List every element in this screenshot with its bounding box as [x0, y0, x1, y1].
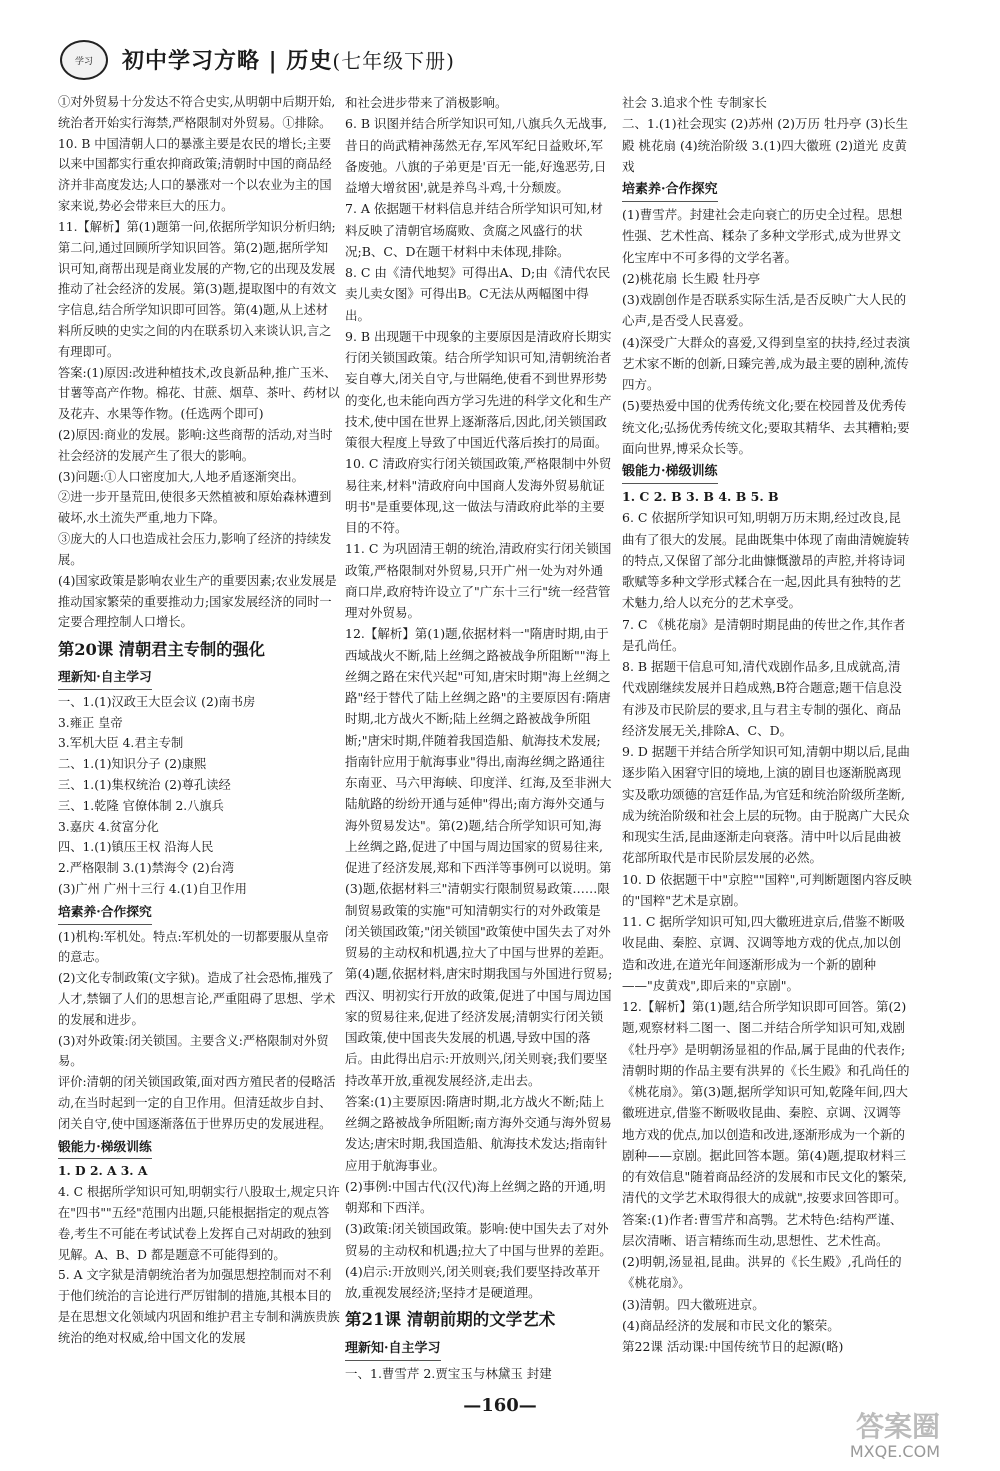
paragraph: 10. D 依据题干中"京腔""国粹",可判断题图内容反映的"国粹"艺术是京剧。 [622, 871, 912, 908]
paragraph: (3)对外政策:闭关锁国。主要含义:严格限制对外贸易。 [58, 1033, 329, 1069]
section-heading: 理新知·自主学习 [58, 667, 152, 690]
paragraph: (3)问题:①人口密度加大,人地矛盾逐渐突出。 [58, 469, 304, 484]
paragraph: 7. C 《桃花扇》是清朝时期昆曲的传世之作,其作者是孔尚任。 [622, 616, 906, 653]
answer-paragraph: 答案:(1)主要原因:隋唐时期,北方战火不断;陆上丝绸之路被战争所阻断;南方海外交通与海外贸易发达;唐宋时期,我国造船、航海技术发达;指南针应用于航海事业。 [345, 1093, 612, 1173]
answer-paragraph: 答案:(1)作者:曹雪芹和高鹗。艺术特色:结构严谨、层次清晰、语言精练而生动,思想性、艺术性高。 [622, 1211, 903, 1248]
paragraph: (2)桃花扇 长生殿 牡丹亭 [622, 270, 761, 286]
answer-line: 3.雍正 皇帝 [58, 715, 123, 730]
paragraph: 12.【解析】第(1)题,依据材料一"隋唐时期,由于西域战火不断,陆上丝绸之路被战争所阻断""海上丝绸之路在宋代兴起"可知,唐宋时期"海上丝绸之路"经于替代了陆上丝绸之路"的主要原因有:隋唐时期,北方战火不断;陆上丝绸之路被战争所阻断;"唐宋时期,伴随着我国造船、航海技术发展;指南针应用于航海事业"得出,南海丝绸之路通往东南亚、马六甲海峡、印度洋、红海,及至非洲大陆航路的纷纷开通与延伸"得出;南方海外交通与海外贸易发达"。第(2)题,结合所学知识可知,海上丝绸之路,促进了中国与周边国家的贸易往来,促进了经济发展,郑和下西洋等事例可以说明。第(3)题,依据材料三"清朝实行限制贸易政策……限制贸易政策的实施"可知清朝实行的对外政策是闭关锁国政策;"闭关锁国"政策使中国失去了对外贸易的主动权和机遇,拉大了中国与世界的差距。第(4)题,依据材料,唐宋时期我国与外国进行贸易;西汉、明初实行开放的政策,促进了中国与周边国家的贸易往来,促进了经济发展;清朝实行闭关锁国政策,使中国丧失发展的机遇,导致中国的落后。由此得出启示:开放则兴,闭关则衰;我们要坚持改革开放,重视发展经济,走出去。 [345, 626, 613, 1088]
paragraph: (1)曹雪芹。封建社会走向衰亡的历史全过程。思想性强、艺术性高、糅杂了多种文学形式,成为世界文化宝库中不可多得的文学名著。 [622, 207, 903, 265]
paragraph: 和社会进步带来了消极影响。 [345, 95, 508, 110]
paragraph: 11.【解析】第(1)题第一问,依据所学知识分析归纳;第二问,通过回顾所学知识回答。第(2)题,据所学知识可知,商帮出现是商业发展的产物,它的出现及发展推动了社会经济的发展。第(3)题,提取图中的有效文字信息,结合所学知识即可回答。第(4)题,从上述材料所反映的史实之间的内在联系切入来谈认识,言之有理即可。 [58, 219, 337, 359]
lesson-note: 第22课 活动课:中国传统节日的起源(略) [622, 1339, 844, 1355]
answer-line: 二、1.(1)知识分子 (2)康熙 [58, 757, 207, 772]
paragraph: 5. A 文字狱是清朝统治者为加强思想控制而对不利于他们统治的言论进行严厉钳制的措施,其根本目的是在思想文化领域内巩固和维护君主专制和满族贵族统治的绝对权威,给中国文化的发展 [58, 1268, 340, 1345]
section-heading: 锻能力·梯级训练 [58, 1137, 152, 1160]
section-heading: 培素养·合作探究 [622, 179, 718, 202]
lesson-title: 第20课 清朝君主专制的强化 [58, 640, 266, 660]
answer-line: 三、1.乾隆 官僚体制 2.八旗兵 [58, 798, 224, 813]
answer-line: 3.嘉庆 4.贫富分化 [58, 819, 159, 834]
answer-line: 2.严格限制 3.(1)禁海令 (2)台湾 [58, 861, 235, 876]
paragraph: (2)原因:商业的发展。影响:这些商帮的活动,对当时社会经济的发展产生了很大的影响。 [58, 428, 333, 463]
answer-paragraph: 答案:(1)原因:改进种植技术,改良新品种,推广玉米、甘薯等高产作物。棉花、甘蔗、烟草、茶叶、药材以及花卉、水果等作物。(任选两个即可) [58, 365, 340, 422]
answer-line: 三、1.(1)集权统治 (2)尊孔读经 [58, 778, 231, 793]
paragraph: 4. C 根据所学知识可知,明朝实行八股取士,规定只许在"四书""五经"范围内出题,只能根据指定的观点答卷,考生不可能在考试试卷上发挥自己对胡政的独到见解。A、B、D 都是题意不可能得到的。 [58, 1185, 340, 1262]
answer-line: 四、1.(1)镇压王权 沿海人民 [58, 840, 214, 855]
answer-line: 1. D 2. A 3. A [58, 1163, 148, 1179]
page-number: —160— [463, 1395, 537, 1416]
paragraph: (2)事例:中国古代(汉代)海上丝绸之路的开通,明朝郑和下西洋。 [345, 1178, 606, 1215]
paragraph: (2)明朝,汤显祖,昆曲。洪昇的《长生殿》,孔尚任的《桃花扇》。 [622, 1254, 902, 1291]
paragraph: 评价:清朝的闭关锁国政策,面对西方殖民者的侵略活动,在当时起到一定的自卫作用。但清廷故步自封、闭关自守,使中国逐渐落伍于世界历史的发展进程。 [58, 1075, 336, 1131]
section-heading: 锻能力·梯级训练 [622, 461, 718, 484]
paragraph: 8. C 由《清代地契》可得出A、D;由《清代农民卖儿卖女图》可得出B。C无法从两幅图中得出。 [345, 265, 611, 323]
paragraph: ③庞大的人口也造成社会压力,影响了经济的持续发展。 [58, 532, 332, 567]
paragraph: 6. B 识图并结合所学知识可知,八旗兵久无战事,昔日的尚武精神荡然无存,军风军纪日益败坏,军备废弛。八旗的子弟更是'百无一能,好逸恶劳,日益增大增贫困',就是养鸟斗鸡,十分颓废。 [345, 116, 608, 195]
paragraph: 10. B 中国清朝人口的暴涨主要是农民的增长;主要以来中国都实行重农抑商政策;清朝时中国的商品经济并非高度发达;人口的暴涨对一个以农业为主的国家来说,势必会带来巨大的压力。 [58, 136, 332, 214]
answer-line: 1. C 2. B 3. B 4. B 5. B [622, 489, 779, 505]
column-right [622, 92, 912, 1357]
paragraph: 10. C 清政府实行闭关锁国政策,严格限制中外贸易往来,材料"清政府向中国商人发海外贸易航证明书"是重要体现,这一做法与清政府此举的主要目的不符。 [345, 456, 612, 535]
paragraph: (3)清朝。四大徽班进京。 [622, 1296, 765, 1312]
paragraph: (4)商品经济的发展和市民文化的繁荣。 [622, 1317, 840, 1333]
header-subject: 历史 [286, 48, 333, 74]
watermark-logo: 答案圈 [855, 1410, 940, 1443]
watermark-url: MXQE.COM [849, 1442, 940, 1461]
paragraph: (4)启示:开放则兴,闭关则衰;我们要坚持改革开放,重视发展经济;坚持才是硬道理。 [345, 1263, 601, 1300]
lesson-title: 第21课 清朝前期的文学艺术 [345, 1310, 556, 1330]
paragraph: 11. C 为巩固清王朝的统治,清政府实行闭关锁国政策,严格限制对外贸易,只开广州一处为对外通商口岸,政府特许设立了"广东十三行"统一经营管理对外贸易。 [345, 541, 612, 620]
page-header [60, 40, 940, 80]
paragraph: 12.【解析】第(1)题,结合所学知识即可回答。第(2)题,观察材料二图一、图二并结合所学知识可知,戏剧《牡丹亭》是明朝汤显祖的作品,属于昆曲的代表作;清朝时期的作品主要有洪昇的《长生殿》和孔尚任的《桃花扇》。第(3)题,据所学知识可知,乾隆年间,四大徽班进京,借鉴不断吸收昆曲、秦腔、京调、汉调等地方戏的优点,加以创造和改进,逐渐形成为一个新的剧种——京剧。据此回答本题。第(4)题,提取材料三的有效信息"随着商品经济的发展和市民文化的繁荣,清代的文学艺术取得很大的成就",按要求回答即可。 [622, 999, 910, 1206]
answer-line: (3)广州 广州十三行 4.(1)自卫作用 [58, 882, 247, 897]
answer-line: 社会 3.追求个性 专制家长 [622, 95, 767, 110]
paragraph: 7. A 依据题干材料信息并结合所学知识可知,材料反映了清朝官场腐败、贪腐之风盛行的状况;B、C、D在题干材料中未体现,排除。 [345, 201, 603, 259]
paragraph: (4)国家政策是影响农业生产的重要因素;农业发展是推动国家繁荣的重要推动力;国家发展经济的同时一定要合理控制人口增长。 [58, 573, 337, 630]
paragraph: 11. C 据所学知识可知,四大徽班进京后,借鉴不断吸收昆曲、秦腔、京调、汉调等地方戏的优点,加以创造和改进,在道光年间逐渐形成为一个新的剧种——"皮黄戏",即后来的"京剧"。 [622, 914, 905, 993]
answer-line: 3.军机大臣 4.君主专制 [58, 736, 184, 751]
paragraph: (3)戏剧创作是否联系实际生活,是否反映广大人民的心声,是否受人民喜爱。 [622, 292, 907, 329]
paragraph: ①对外贸易十分发达不符合史实,从明朝中后期开始,统治者开始实行海禁,严格限制对外贸易。①排除。 [58, 95, 336, 130]
section-heading: 理新知·自主学习 [345, 1338, 441, 1361]
paragraph: (4)深受广大群众的喜爱,又得到皇室的扶持,经过表演艺术家不断的创新,日臻完善,成为最主要的剧种,流传四方。 [622, 334, 911, 393]
header-grade: (七年级下册) [332, 49, 455, 73]
paragraph: ②进一步开垦荒田,使很多天然植被和原始森林遭到破坏,水土流失严重,地力下降。 [58, 490, 332, 526]
paragraph: 9. B 出现题干中现象的主要原因是清政府长期实行闭关锁国政策。结合所学知识可知,清朝统治者妄自尊大,闭关自守,与世隔绝,使看不到世界形势的变化,也未能向西方学习先进的科学文化和生产技术,使中国在世界上逐渐落后,因此,闭关锁国政策很大程度上导致了中国近代落后挨打的局面。 [345, 328, 612, 450]
book-logo-icon: 学习 [60, 40, 108, 80]
paragraph: (1)机构:军机处。特点:军机处的一切都要服从皇帝的意志。 [58, 929, 329, 965]
paragraph: (3)政策:闭关锁国政策。影响:使中国失去了对外贸易的主动权和机遇;拉大了中国与世界的差距。 [345, 1221, 612, 1258]
section-heading: 培素养·合作探究 [58, 902, 152, 925]
answer-line: 一、1.(1)汉政王大臣会议 (2)南书房 [58, 694, 256, 709]
column-left [58, 92, 340, 1349]
paragraph: (5)要热爱中国的优秀传统文化;要在校园普及优秀传统文化;弘扬优秀传统文化;要取其精华、去其糟粕;要面向世界,博采众长等。 [622, 398, 910, 456]
paragraph: 6. C 依据所学知识可知,明朝万历末期,经过改良,昆曲有了很大的发展。昆曲既集中体现了南曲清婉旋转的特点,又保留了部分北曲慷慨激昂的声腔,并将诗词歌赋等多种文学形式糅合在一起,因此具有独特的艺术魅力,给人以充分的艺术享受。 [622, 510, 910, 611]
paragraph: 8. B 据题干信息可知,清代戏剧作品多,且成就高,清代戏剧继续发展并日趋成熟,B符合题意;题干信息没有涉及市民阶层的要求,且与君主专制的强化、商品经济发展无关,排除A、C、D。 [622, 659, 902, 738]
column-middle [345, 92, 613, 1384]
answer-line: 二、1.(1)社会现实 (2)苏州 (2)万历 牡丹亭 (3)长生殿 桃花扇 (4)统治阶级 3.(1)四大徽班 (2)道光 皮黄戏 [622, 116, 909, 174]
header-title: 初中学习方略 | 历史(七年级下册) [122, 48, 455, 74]
paragraph: 9. D 据题干并结合所学知识可知,清朝中期以后,昆曲逐步陷入困窘守旧的境地,上演的剧目也逐渐脱离现实及歌功颂德的宫廷作品,为官廷和统治阶级所垄断,成为统治阶级和社会上层的玩物。由于脱离广大民众和现实生活,昆曲逐渐走向衰落。清中叶以后昆曲被花部所取代是市民阶层发展的必然。 [622, 744, 910, 866]
answer-line: 一、1.曹雪芹 2.贾宝玉与林黛玉 封建 [345, 1365, 552, 1381]
paragraph: (2)文化专制政策(文字狱)。造成了社会恐怖,摧残了人才,禁锢了人们的思想言论,严重阻碍了思想、学术的发展和进步。 [58, 971, 336, 1027]
